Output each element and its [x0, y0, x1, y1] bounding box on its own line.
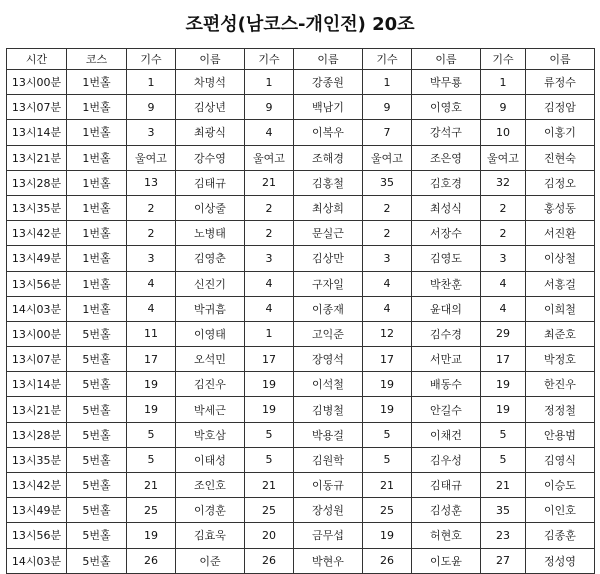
name-cell: 윤대의: [412, 296, 481, 321]
course-cell: 5번홀: [67, 473, 127, 498]
class-cell: 19: [363, 372, 412, 397]
class-cell: 17: [127, 347, 176, 372]
class-cell: 20: [245, 523, 294, 548]
name-cell: 조해경: [294, 145, 363, 170]
class-cell: 1: [481, 70, 526, 95]
course-cell: 1번홀: [67, 296, 127, 321]
name-cell: 김태규: [176, 170, 245, 195]
time-cell: 13시14분: [7, 372, 67, 397]
time-cell: 13시35분: [7, 447, 67, 472]
name-cell: 안길수: [412, 397, 481, 422]
table-row: [7, 246, 595, 271]
class-cell: 21: [363, 473, 412, 498]
name-cell: 문실근: [294, 221, 363, 246]
header-class: 기수: [363, 49, 412, 70]
table-row: [7, 170, 595, 195]
name-cell: 강종원: [294, 70, 363, 95]
class-cell: 10: [481, 120, 526, 145]
table-row: [7, 95, 595, 120]
table-row: [7, 321, 595, 346]
name-cell: 고익준: [294, 321, 363, 346]
class-cell: 21: [245, 473, 294, 498]
name-cell: 차명석: [176, 70, 245, 95]
class-cell: 23: [481, 523, 526, 548]
name-cell: 이동규: [294, 473, 363, 498]
class-cell: 26: [363, 548, 412, 573]
class-cell: 4: [245, 271, 294, 296]
name-cell: 김병철: [294, 397, 363, 422]
class-cell: 13: [127, 170, 176, 195]
class-cell: 35: [363, 170, 412, 195]
class-cell: 울여고: [363, 145, 412, 170]
class-cell: 19: [481, 372, 526, 397]
name-cell: 김홍철: [294, 170, 363, 195]
course-cell: 5번홀: [67, 548, 127, 573]
class-cell: 21: [245, 170, 294, 195]
name-cell: 조은영: [412, 145, 481, 170]
course-cell: 1번홀: [67, 221, 127, 246]
name-cell: 한진우: [526, 372, 595, 397]
class-cell: 25: [245, 498, 294, 523]
name-cell: 김영도: [412, 246, 481, 271]
time-cell: 13시00분: [7, 70, 67, 95]
name-cell: 박현우: [294, 548, 363, 573]
class-cell: 3: [127, 120, 176, 145]
name-cell: 안용범: [526, 422, 595, 447]
time-cell: 13시28분: [7, 422, 67, 447]
time-cell: 13시00분: [7, 321, 67, 346]
course-cell: 1번홀: [67, 170, 127, 195]
class-cell: 11: [127, 321, 176, 346]
course-cell: 1번홀: [67, 271, 127, 296]
class-cell: 5: [127, 422, 176, 447]
name-cell: 정정철: [526, 397, 595, 422]
name-cell: 이종재: [294, 296, 363, 321]
name-cell: 이도윤: [412, 548, 481, 573]
name-cell: 서만교: [412, 347, 481, 372]
name-cell: 박정호: [526, 347, 595, 372]
table-row: [7, 498, 595, 523]
name-cell: 최준호: [526, 321, 595, 346]
name-cell: 박찬훈: [412, 271, 481, 296]
name-cell: 조인호: [176, 473, 245, 498]
name-cell: 홍성동: [526, 195, 595, 220]
header-class: 기수: [245, 49, 294, 70]
course-cell: 5번홀: [67, 397, 127, 422]
course-cell: 1번홀: [67, 95, 127, 120]
header-class: 기수: [127, 49, 176, 70]
name-cell: 류정수: [526, 70, 595, 95]
class-cell: 35: [481, 498, 526, 523]
name-cell: 김수경: [412, 321, 481, 346]
table-row: [7, 422, 595, 447]
course-cell: 5번홀: [67, 321, 127, 346]
class-cell: 2: [481, 195, 526, 220]
class-cell: 5: [363, 422, 412, 447]
time-cell: 13시42분: [7, 473, 67, 498]
time-cell: 13시14분: [7, 120, 67, 145]
name-cell: 배동수: [412, 372, 481, 397]
class-cell: 1: [127, 70, 176, 95]
class-cell: 19: [127, 372, 176, 397]
name-cell: 이채건: [412, 422, 481, 447]
course-cell: 1번홀: [67, 120, 127, 145]
name-cell: 최광식: [176, 120, 245, 145]
header-name: 이름: [526, 49, 595, 70]
name-cell: 이희철: [526, 296, 595, 321]
time-cell: 13시49분: [7, 246, 67, 271]
class-cell: 3: [363, 246, 412, 271]
table-row: [7, 221, 595, 246]
name-cell: 김효욱: [176, 523, 245, 548]
name-cell: 최성식: [412, 195, 481, 220]
class-cell: 7: [363, 120, 412, 145]
table-body: [7, 70, 595, 574]
name-cell: 박무룡: [412, 70, 481, 95]
class-cell: 2: [363, 221, 412, 246]
name-cell: 서장수: [412, 221, 481, 246]
name-cell: 구자일: [294, 271, 363, 296]
class-cell: 5: [127, 447, 176, 472]
name-cell: 장영석: [294, 347, 363, 372]
name-cell: 박호삼: [176, 422, 245, 447]
class-cell: 19: [127, 397, 176, 422]
table-row: [7, 372, 595, 397]
name-cell: 이석철: [294, 372, 363, 397]
class-cell: 3: [127, 246, 176, 271]
name-cell: 김정오: [526, 170, 595, 195]
class-cell: 2: [245, 195, 294, 220]
class-cell: 2: [127, 195, 176, 220]
time-cell: 13시07분: [7, 95, 67, 120]
class-cell: 4: [127, 296, 176, 321]
table-row: [7, 447, 595, 472]
class-cell: 울여고: [127, 145, 176, 170]
table-header: [7, 49, 595, 70]
course-cell: 1번홀: [67, 246, 127, 271]
name-cell: 강석구: [412, 120, 481, 145]
class-cell: 4: [245, 120, 294, 145]
time-cell: 13시21분: [7, 145, 67, 170]
table-row: [7, 347, 595, 372]
header-name: 이름: [294, 49, 363, 70]
header-course: 코스: [67, 49, 127, 70]
name-cell: 정성영: [526, 548, 595, 573]
name-cell: 박귀흠: [176, 296, 245, 321]
class-cell: 19: [245, 372, 294, 397]
class-cell: 4: [363, 296, 412, 321]
header-time: 시간: [7, 49, 67, 70]
class-cell: 19: [245, 397, 294, 422]
class-cell: 4: [127, 271, 176, 296]
class-cell: 17: [481, 347, 526, 372]
time-cell: 13시42분: [7, 221, 67, 246]
name-cell: 강수영: [176, 145, 245, 170]
class-cell: 5: [245, 422, 294, 447]
name-cell: 이영호: [412, 95, 481, 120]
name-cell: 김우성: [412, 447, 481, 472]
course-cell: 5번홀: [67, 347, 127, 372]
name-cell: 박세근: [176, 397, 245, 422]
name-cell: 노병태: [176, 221, 245, 246]
table-row: [7, 523, 595, 548]
class-cell: 1: [245, 321, 294, 346]
class-cell: 21: [481, 473, 526, 498]
class-cell: 5: [363, 447, 412, 472]
schedule-table: [6, 48, 595, 574]
time-cell: 14시03분: [7, 548, 67, 573]
name-cell: 서홍걸: [526, 271, 595, 296]
name-cell: 최상희: [294, 195, 363, 220]
name-cell: 박용걸: [294, 422, 363, 447]
name-cell: 김정암: [526, 95, 595, 120]
name-cell: 백남기: [294, 95, 363, 120]
name-cell: 이준: [176, 548, 245, 573]
class-cell: 19: [363, 397, 412, 422]
class-cell: 4: [363, 271, 412, 296]
time-cell: 13시07분: [7, 347, 67, 372]
table-row: [7, 397, 595, 422]
class-cell: 9: [245, 95, 294, 120]
course-cell: 5번홀: [67, 372, 127, 397]
class-cell: 3: [245, 246, 294, 271]
class-cell: 5: [481, 447, 526, 472]
name-cell: 신진기: [176, 271, 245, 296]
name-cell: 이홍기: [526, 120, 595, 145]
class-cell: 3: [481, 246, 526, 271]
class-cell: 19: [481, 397, 526, 422]
header-class: 기수: [481, 49, 526, 70]
class-cell: 울여고: [245, 145, 294, 170]
class-cell: 19: [363, 523, 412, 548]
class-cell: 5: [245, 447, 294, 472]
table-row: [7, 70, 595, 95]
class-cell: 2: [127, 221, 176, 246]
class-cell: 1: [363, 70, 412, 95]
class-cell: 4: [481, 296, 526, 321]
class-cell: 울여고: [481, 145, 526, 170]
header-row: [7, 49, 595, 70]
name-cell: 김상만: [294, 246, 363, 271]
class-cell: 4: [245, 296, 294, 321]
name-cell: 오석민: [176, 347, 245, 372]
name-cell: 김영식: [526, 447, 595, 472]
name-cell: 김진우: [176, 372, 245, 397]
class-cell: 1: [245, 70, 294, 95]
class-cell: 9: [481, 95, 526, 120]
course-cell: 5번홀: [67, 523, 127, 548]
table-row: [7, 120, 595, 145]
table-row: [7, 296, 595, 321]
table-row: [7, 195, 595, 220]
name-cell: 이상줄: [176, 195, 245, 220]
header-name: 이름: [412, 49, 481, 70]
name-cell: 김호경: [412, 170, 481, 195]
class-cell: 25: [127, 498, 176, 523]
class-cell: 27: [481, 548, 526, 573]
time-cell: 14시03분: [7, 296, 67, 321]
class-cell: 2: [363, 195, 412, 220]
name-cell: 이태성: [176, 447, 245, 472]
class-cell: 19: [127, 523, 176, 548]
name-cell: 김원학: [294, 447, 363, 472]
class-cell: 4: [481, 271, 526, 296]
name-cell: 이상철: [526, 246, 595, 271]
name-cell: 진현숙: [526, 145, 595, 170]
class-cell: 26: [127, 548, 176, 573]
class-cell: 12: [363, 321, 412, 346]
course-cell: 1번홀: [67, 145, 127, 170]
name-cell: 김성훈: [412, 498, 481, 523]
class-cell: 9: [127, 95, 176, 120]
class-cell: 9: [363, 95, 412, 120]
class-cell: 5: [481, 422, 526, 447]
time-cell: 13시21분: [7, 397, 67, 422]
name-cell: 이승도: [526, 473, 595, 498]
course-cell: 5번홀: [67, 498, 127, 523]
name-cell: 서진환: [526, 221, 595, 246]
table-row: [7, 548, 595, 573]
course-cell: 5번홀: [67, 447, 127, 472]
class-cell: 26: [245, 548, 294, 573]
class-cell: 25: [363, 498, 412, 523]
class-cell: 2: [245, 221, 294, 246]
name-cell: 이영태: [176, 321, 245, 346]
name-cell: 김종훈: [526, 523, 595, 548]
name-cell: 김태규: [412, 473, 481, 498]
course-cell: 1번홀: [67, 195, 127, 220]
time-cell: 13시28분: [7, 170, 67, 195]
table-row: [7, 473, 595, 498]
class-cell: 17: [363, 347, 412, 372]
header-name: 이름: [176, 49, 245, 70]
class-cell: 2: [481, 221, 526, 246]
name-cell: 이복우: [294, 120, 363, 145]
name-cell: 금무섭: [294, 523, 363, 548]
name-cell: 김상년: [176, 95, 245, 120]
class-cell: 21: [127, 473, 176, 498]
time-cell: 13시35분: [7, 195, 67, 220]
course-cell: 1번홀: [67, 70, 127, 95]
class-cell: 29: [481, 321, 526, 346]
time-cell: 13시56분: [7, 523, 67, 548]
course-cell: 5번홀: [67, 422, 127, 447]
name-cell: 이경훈: [176, 498, 245, 523]
time-cell: 13시56분: [7, 271, 67, 296]
name-cell: 이인호: [526, 498, 595, 523]
table-row: [7, 145, 595, 170]
time-cell: 13시49분: [7, 498, 67, 523]
name-cell: 김영춘: [176, 246, 245, 271]
page-title: 조편성(남코스-개인전) 20조: [185, 14, 415, 35]
name-cell: 장성원: [294, 498, 363, 523]
class-cell: 32: [481, 170, 526, 195]
table-row: [7, 271, 595, 296]
name-cell: 허현호: [412, 523, 481, 548]
class-cell: 17: [245, 347, 294, 372]
